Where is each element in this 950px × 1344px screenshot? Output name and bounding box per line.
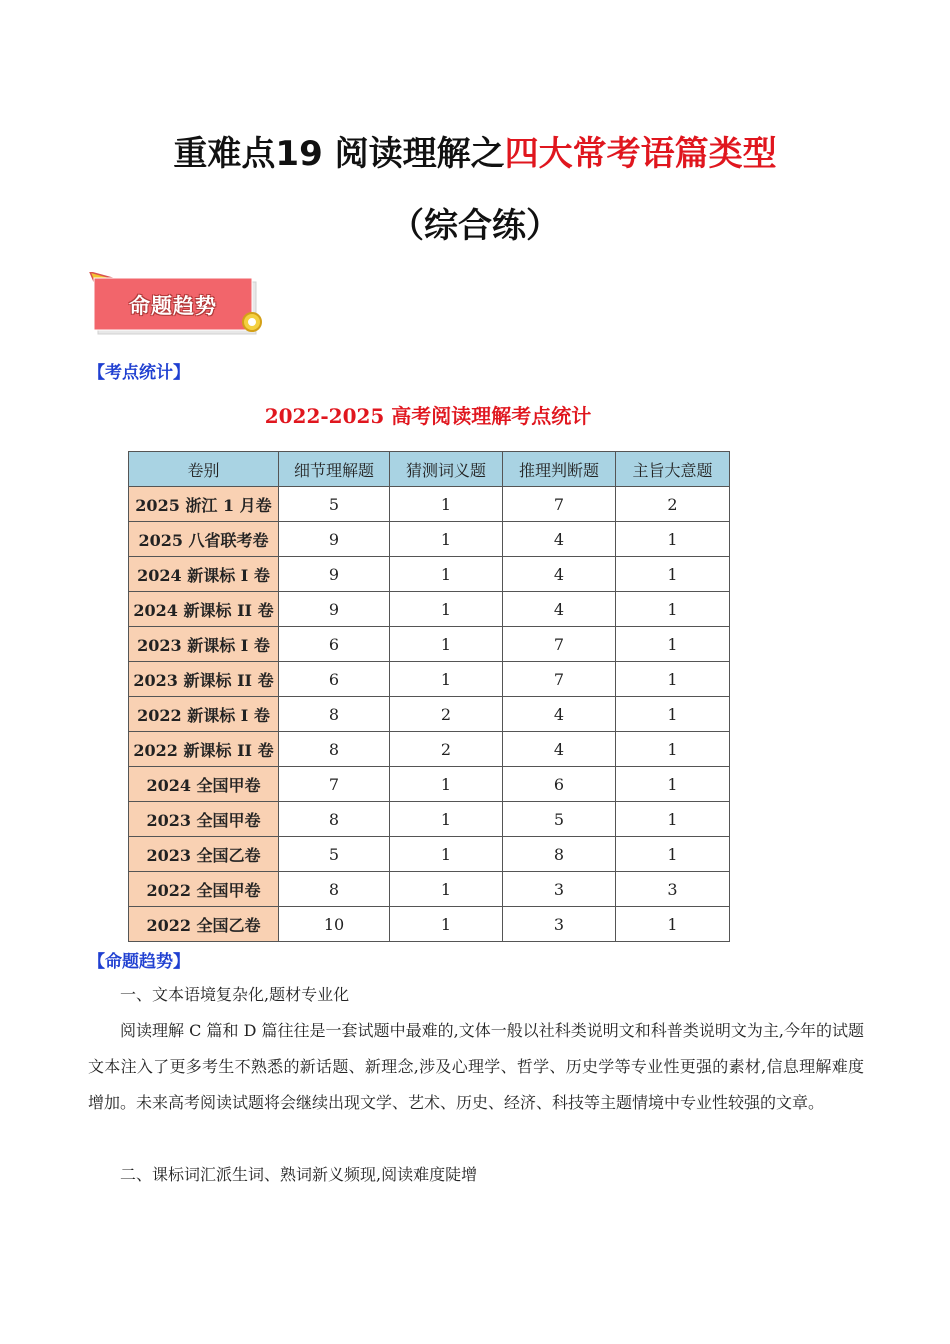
table-cell: 4 <box>503 592 616 627</box>
table-row <box>129 802 730 837</box>
table-cell: 4 <box>503 522 616 557</box>
table-row-label: 2022 全国乙卷 <box>129 907 279 942</box>
table-cell: 1 <box>390 487 503 522</box>
table-cell: 1 <box>390 522 503 557</box>
table-cell: 7 <box>279 767 390 802</box>
table-row-label: 2022 新课标 I 卷 <box>129 697 279 732</box>
table-row <box>129 557 730 592</box>
table-header-row <box>129 452 730 487</box>
table-cell: 10 <box>279 907 390 942</box>
table-cell: 1 <box>616 662 730 697</box>
table-cell: 8 <box>279 732 390 767</box>
table-row <box>129 627 730 662</box>
table-caption: 2022-2025 高考阅读理解考点统计 <box>264 404 592 428</box>
table-cell: 8 <box>279 697 390 732</box>
table-header-cell: 主旨大意题 <box>616 452 730 487</box>
table-cell: 1 <box>616 697 730 732</box>
table-header-cell: 卷别 <box>129 452 279 487</box>
table-cell: 5 <box>279 487 390 522</box>
table-row-label: 2023 新课标 II 卷 <box>129 662 279 697</box>
table-cell: 3 <box>616 872 730 907</box>
table-cell: 1 <box>616 907 730 942</box>
table-cell: 6 <box>503 767 616 802</box>
table-cell: 1 <box>616 767 730 802</box>
table-cell: 1 <box>390 557 503 592</box>
table-header-cell: 猜测词义题 <box>390 452 503 487</box>
table-cell: 1 <box>390 627 503 662</box>
table-cell: 3 <box>503 872 616 907</box>
table-row <box>129 592 730 627</box>
table-cell: 8 <box>279 802 390 837</box>
table-row <box>129 732 730 767</box>
table-row <box>129 907 730 942</box>
table-cell: 2 <box>390 697 503 732</box>
section-label-stats: 【考点统计】 <box>88 363 190 383</box>
table-cell: 7 <box>503 487 616 522</box>
table-cell: 1 <box>616 627 730 662</box>
table-cell: 8 <box>279 872 390 907</box>
table-cell: 1 <box>390 907 503 942</box>
table-row-label: 2024 新课标 II 卷 <box>129 592 279 627</box>
table-cell: 1 <box>616 522 730 557</box>
table-cell: 1 <box>616 802 730 837</box>
table-cell: 5 <box>279 837 390 872</box>
table-cell: 6 <box>279 662 390 697</box>
table-row-label: 2022 全国甲卷 <box>129 872 279 907</box>
title-suffix: （综合练） <box>390 206 560 246</box>
table-cell: 8 <box>503 837 616 872</box>
table-row <box>129 487 730 522</box>
table-row-label: 2023 新课标 I 卷 <box>129 627 279 662</box>
table-cell: 4 <box>503 732 616 767</box>
table-row <box>129 837 730 872</box>
table-row <box>129 662 730 697</box>
table-cell: 6 <box>279 627 390 662</box>
table-cell: 9 <box>279 592 390 627</box>
table-row <box>129 872 730 907</box>
trend-heading-1: 一、文本语境复杂化,题材专业化 <box>120 985 350 1004</box>
table-cell: 1 <box>390 837 503 872</box>
table-cell: 1 <box>390 662 503 697</box>
page-title <box>95 118 855 262</box>
table-cell: 4 <box>503 557 616 592</box>
table-cell: 1 <box>616 592 730 627</box>
badge-label: 命题趋势 <box>129 294 217 318</box>
table-row-label: 2025 八省联考卷 <box>129 522 279 557</box>
table-row-label: 2022 新课标 II 卷 <box>129 732 279 767</box>
table-cell: 1 <box>390 592 503 627</box>
table-row <box>129 522 730 557</box>
table-row-label: 2025 浙江 1 月卷 <box>129 487 279 522</box>
section-label-trend: 【命题趋势】 <box>88 952 190 972</box>
table-cell: 1 <box>616 732 730 767</box>
table-row-label: 2023 全国乙卷 <box>129 837 279 872</box>
table-cell: 1 <box>390 872 503 907</box>
table-cell: 5 <box>503 802 616 837</box>
table-cell: 1 <box>390 802 503 837</box>
trend-paragraph-1: 阅读理解 C 篇和 D 篇往往是一套试题中最难的,文体一般以社科类说明文和科普类说明文为主,今年的试题文本注入了更多考生不熟悉的新话题、新理念,涉及心理学、哲学、历史学等专业性更强的素材,信息理解难度增加。未来高考阅读试题将会继续出现文学、艺术、历史、经济、科技等主题情境中专业性较强的文章。 <box>88 1021 864 1112</box>
table-cell: 1 <box>390 767 503 802</box>
table-header-cell: 细节理解题 <box>279 452 390 487</box>
table-cell: 9 <box>279 522 390 557</box>
table-cell: 4 <box>503 697 616 732</box>
trend-heading-2: 二、课标词汇派生词、熟词新义频现,阅读难度陡增 <box>120 1165 478 1184</box>
table-cell: 7 <box>503 627 616 662</box>
table-header-cell: 推理判断题 <box>503 452 616 487</box>
title-prefix: 重难点19 阅读理解之 <box>173 134 505 174</box>
table-cell: 1 <box>616 837 730 872</box>
table-cell: 9 <box>279 557 390 592</box>
table-row-label: 2023 全国甲卷 <box>129 802 279 837</box>
title-highlight: 四大常考语篇类型 <box>504 134 777 174</box>
table-row <box>129 697 730 732</box>
stats-table <box>128 451 730 942</box>
table-cell: 2 <box>616 487 730 522</box>
table-cell: 1 <box>616 557 730 592</box>
table-cell: 3 <box>503 907 616 942</box>
table-row-label: 2024 全国甲卷 <box>129 767 279 802</box>
trend-badge <box>86 272 266 342</box>
table-row <box>129 767 730 802</box>
table-cell: 2 <box>390 732 503 767</box>
table-cell: 7 <box>503 662 616 697</box>
table-row-label: 2024 新课标 I 卷 <box>129 557 279 592</box>
